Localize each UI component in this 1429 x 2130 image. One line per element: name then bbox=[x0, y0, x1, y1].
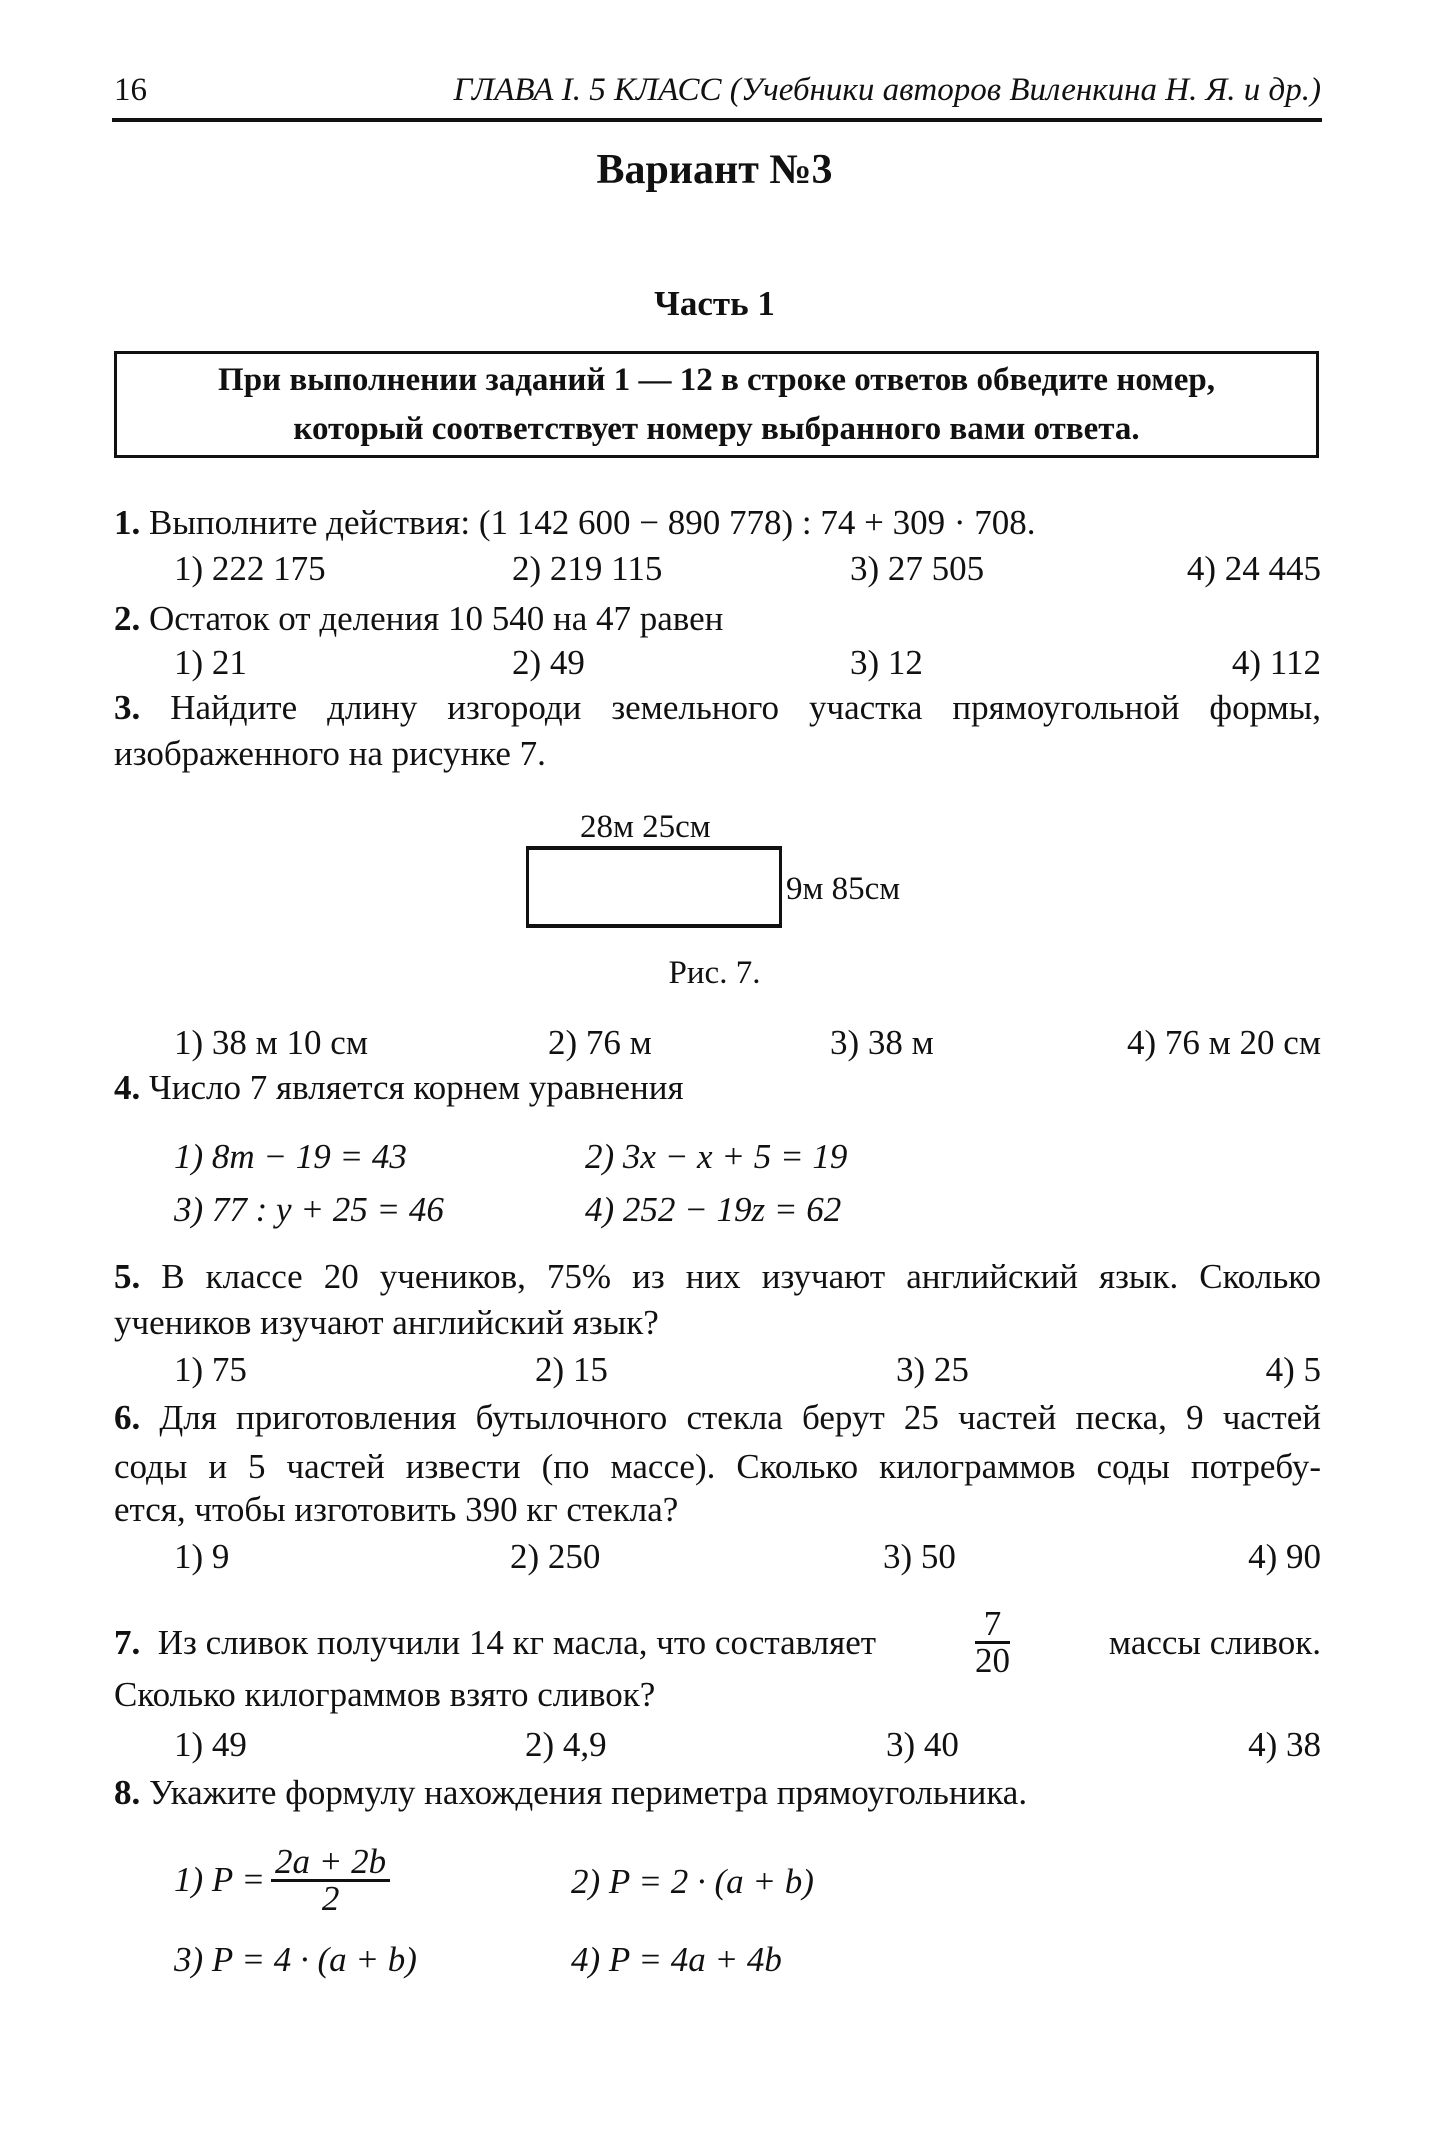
question-text: массы сливок. bbox=[1108, 1622, 1321, 1662]
question-number: 8. bbox=[114, 1773, 141, 1812]
answer-option[interactable]: 3) 12 bbox=[850, 643, 923, 682]
question-5 bbox=[114, 1254, 1321, 1300]
fraction-numerator: 7 bbox=[975, 1607, 1010, 1644]
header-rule bbox=[112, 118, 1322, 122]
question-7 bbox=[114, 1604, 1321, 1680]
question-text: Число 7 является корнем уравнения bbox=[149, 1068, 684, 1107]
part-heading: Часть 1 bbox=[654, 284, 775, 323]
answer-option[interactable]: 3) 25 bbox=[896, 1350, 969, 1389]
answer-option[interactable]: 4) 252 − 19z = 62 bbox=[585, 1190, 842, 1229]
question-6 bbox=[114, 1395, 1321, 1441]
answer-option[interactable]: 1) 8m − 19 = 43 bbox=[174, 1137, 407, 1176]
question-text-line bbox=[114, 685, 1321, 731]
question-text: Остаток от деления 10 540 на 47 равен bbox=[149, 599, 724, 638]
answer-option[interactable]: 4) 76 м 20 см bbox=[1127, 1023, 1321, 1062]
question-1 bbox=[114, 500, 1321, 546]
figure-rectangle bbox=[526, 846, 782, 928]
answer-option[interactable]: 1) 75 bbox=[174, 1350, 247, 1389]
answer-option[interactable]: 4) 38 bbox=[1248, 1725, 1321, 1764]
answer-option[interactable]: 1) 9 bbox=[174, 1537, 230, 1576]
figure-top-label: 28м 25см bbox=[580, 809, 711, 845]
question-number: 3. bbox=[114, 688, 141, 727]
answer-option[interactable]: 1) 21 bbox=[174, 643, 247, 682]
running-head: ГЛАВА I. 5 КЛАСС (Учебники авторов Виленкина Н. Я. и др.) bbox=[453, 72, 1321, 108]
answer-option[interactable]: 2) 250 bbox=[510, 1537, 601, 1576]
question-text-line bbox=[114, 1254, 1321, 1300]
question-number: 2. bbox=[114, 599, 141, 638]
question-6-line-2 bbox=[114, 1444, 1321, 1490]
instructions-line-1: При выполнении заданий 1 — 12 в строке ответов обведите номер, bbox=[218, 362, 1215, 398]
answer-option[interactable]: 3) P = 4 · (a + b) bbox=[174, 1940, 417, 1979]
answer-option[interactable]: 4) 24 445 bbox=[1186, 549, 1321, 588]
question-8 bbox=[114, 1770, 1321, 1816]
answer-option[interactable]: 2) 4,9 bbox=[525, 1725, 607, 1764]
answer-option[interactable]: 4) P = 4a + 4b bbox=[571, 1940, 782, 1979]
question-text: соды и 5 частей извести (по массе). Сколько килограммов соды потребу- bbox=[114, 1447, 1321, 1486]
answer-option[interactable]: 3) 27 505 bbox=[850, 549, 985, 588]
question-5-line-2: учеников изучают английский язык? bbox=[114, 1303, 659, 1342]
question-text: Из сливок получили 14 кг масла, что составляет bbox=[157, 1622, 877, 1662]
answer-option[interactable]: 2) 219 115 bbox=[512, 549, 663, 588]
answer-option[interactable]: 2) 15 bbox=[535, 1350, 608, 1389]
answer-option[interactable]: 3) 38 м bbox=[830, 1023, 934, 1062]
question-number: 7. bbox=[114, 1622, 141, 1662]
question-text: Укажите формулу нахождения периметра прямоугольника. bbox=[149, 1773, 1028, 1812]
question-number: 5. bbox=[114, 1257, 141, 1296]
answer-option[interactable]: 1) 222 175 bbox=[174, 549, 326, 588]
question-3-line-2: изображенного на рисунке 7. bbox=[114, 734, 546, 773]
question-number: 1. bbox=[114, 503, 141, 542]
figure-caption: Рис. 7. bbox=[668, 955, 761, 991]
formula-lhs: 1) P = bbox=[174, 1860, 266, 1899]
fraction-denominator: 20 bbox=[975, 1641, 1010, 1680]
answer-option[interactable]: 2) 76 м bbox=[548, 1023, 652, 1062]
question-6-line-3: ется, чтобы изготовить 390 кг стекла? bbox=[114, 1490, 679, 1529]
question-2 bbox=[114, 596, 1321, 642]
answer-option[interactable]: 3) 40 bbox=[886, 1725, 959, 1764]
question-text: Выполните действия: (1 142 600 − 890 778) : 74 + 309 · 708. bbox=[149, 503, 1036, 542]
answer-option[interactable]: 2) P = 2 · (a + b) bbox=[571, 1862, 814, 1901]
fraction-denominator: 2 bbox=[321, 1878, 340, 1918]
fraction bbox=[271, 1841, 390, 1918]
page-number: 16 bbox=[114, 72, 147, 108]
instructions-line-2: который соответствует номеру выбранного вами ответа. bbox=[293, 411, 1140, 447]
answer-option[interactable]: 4) 90 bbox=[1248, 1537, 1321, 1576]
question-text: В классе 20 учеников, 75% из них изучают английский язык. Сколько bbox=[161, 1257, 1322, 1296]
instructions-box bbox=[114, 351, 1319, 458]
answer-option[interactable]: 1) 38 м 10 см bbox=[174, 1023, 368, 1062]
answer-option[interactable]: 3) 77 : y + 25 = 46 bbox=[174, 1190, 444, 1229]
fraction bbox=[975, 1604, 1010, 1680]
question-7-line-2: Сколько килограммов взято сливок? bbox=[114, 1675, 656, 1714]
answer-option[interactable]: 1) 49 bbox=[174, 1725, 247, 1764]
variant-title: Вариант №3 bbox=[596, 147, 833, 193]
figure-side-label: 9м 85см bbox=[786, 871, 901, 907]
answer-option[interactable]: 2) 3x − x + 5 = 19 bbox=[585, 1137, 848, 1176]
question-text: Для приготовления бутылочного стекла берут 25 частей песка, 9 частей bbox=[159, 1398, 1321, 1437]
question-3 bbox=[114, 685, 1321, 731]
answer-option[interactable]: 4) 112 bbox=[1231, 643, 1321, 682]
question-text-line bbox=[114, 1395, 1321, 1441]
fraction-numerator: 2a + 2b bbox=[271, 1845, 390, 1882]
answer-option[interactable]: 4) 5 bbox=[1265, 1350, 1321, 1389]
answer-option[interactable]: 2) 49 bbox=[512, 643, 585, 682]
question-number: 6. bbox=[114, 1398, 141, 1437]
question-number: 4. bbox=[114, 1068, 141, 1107]
answer-option[interactable] bbox=[174, 1840, 396, 1920]
answer-option[interactable]: 3) 50 bbox=[883, 1537, 956, 1576]
question-4 bbox=[114, 1065, 1321, 1111]
question-text: Найдите длину изгороди земельного участка прямоугольной формы, bbox=[170, 688, 1321, 727]
